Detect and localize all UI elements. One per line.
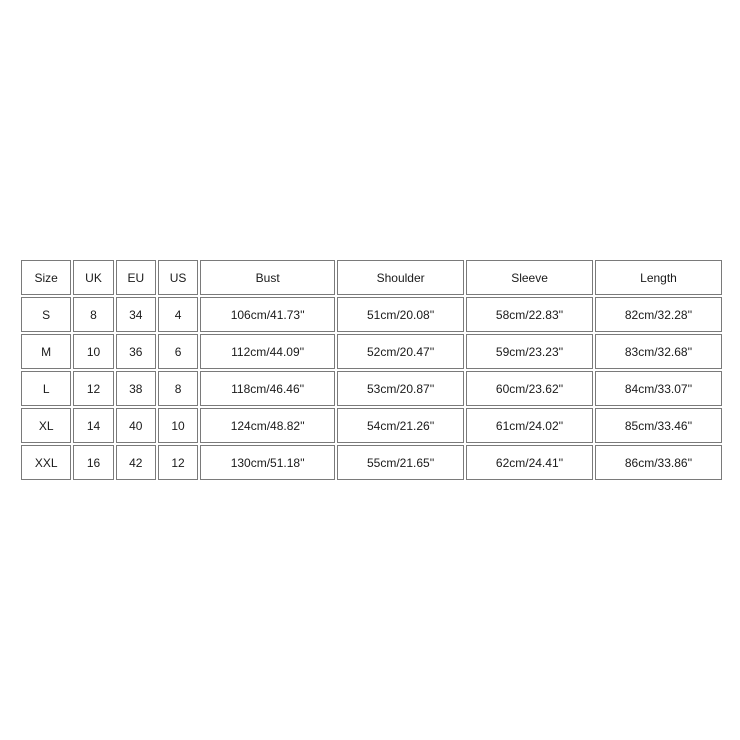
cell-shoulder: 55cm/21.65'' bbox=[337, 445, 464, 480]
cell-length: 85cm/33.46'' bbox=[595, 408, 722, 443]
table-row bbox=[21, 408, 722, 443]
cell-us: 8 bbox=[158, 371, 198, 406]
cell-bust: 112cm/44.09'' bbox=[200, 334, 335, 369]
size-chart-table bbox=[19, 258, 724, 482]
cell-sleeve: 58cm/22.83'' bbox=[466, 297, 593, 332]
cell-sleeve: 62cm/24.41'' bbox=[466, 445, 593, 480]
cell-size: M bbox=[21, 334, 71, 369]
cell-sleeve: 59cm/23.23'' bbox=[466, 334, 593, 369]
table-row bbox=[21, 297, 722, 332]
cell-length: 86cm/33.86'' bbox=[595, 445, 722, 480]
cell-shoulder: 51cm/20.08'' bbox=[337, 297, 464, 332]
cell-length: 84cm/33.07'' bbox=[595, 371, 722, 406]
cell-us: 10 bbox=[158, 408, 198, 443]
cell-us: 6 bbox=[158, 334, 198, 369]
cell-uk: 14 bbox=[73, 408, 113, 443]
cell-bust: 106cm/41.73'' bbox=[200, 297, 335, 332]
cell-shoulder: 53cm/20.87'' bbox=[337, 371, 464, 406]
cell-bust: 130cm/51.18'' bbox=[200, 445, 335, 480]
cell-size: XXL bbox=[21, 445, 71, 480]
cell-size: L bbox=[21, 371, 71, 406]
cell-uk: 16 bbox=[73, 445, 113, 480]
cell-uk: 10 bbox=[73, 334, 113, 369]
cell-size: S bbox=[21, 297, 71, 332]
cell-uk: 8 bbox=[73, 297, 113, 332]
cell-eu: 36 bbox=[116, 334, 156, 369]
cell-sleeve: 61cm/24.02'' bbox=[466, 408, 593, 443]
cell-uk: 12 bbox=[73, 371, 113, 406]
cell-length: 83cm/32.68'' bbox=[595, 334, 722, 369]
cell-eu: 42 bbox=[116, 445, 156, 480]
table-row bbox=[21, 445, 722, 480]
header-sleeve: Sleeve bbox=[466, 260, 593, 295]
header-bust: Bust bbox=[200, 260, 335, 295]
cell-bust: 124cm/48.82'' bbox=[200, 408, 335, 443]
header-uk: UK bbox=[73, 260, 113, 295]
cell-sleeve: 60cm/23.62'' bbox=[466, 371, 593, 406]
cell-eu: 38 bbox=[116, 371, 156, 406]
table-row bbox=[21, 371, 722, 406]
cell-us: 12 bbox=[158, 445, 198, 480]
cell-shoulder: 52cm/20.47'' bbox=[337, 334, 464, 369]
cell-shoulder: 54cm/21.26'' bbox=[337, 408, 464, 443]
table-row bbox=[21, 334, 722, 369]
table-header-row bbox=[21, 260, 722, 295]
header-size: Size bbox=[21, 260, 71, 295]
header-shoulder: Shoulder bbox=[337, 260, 464, 295]
cell-length: 82cm/32.28'' bbox=[595, 297, 722, 332]
cell-eu: 34 bbox=[116, 297, 156, 332]
cell-bust: 118cm/46.46'' bbox=[200, 371, 335, 406]
header-length: Length bbox=[595, 260, 722, 295]
header-eu: EU bbox=[116, 260, 156, 295]
cell-us: 4 bbox=[158, 297, 198, 332]
cell-eu: 40 bbox=[116, 408, 156, 443]
header-us: US bbox=[158, 260, 198, 295]
cell-size: XL bbox=[21, 408, 71, 443]
